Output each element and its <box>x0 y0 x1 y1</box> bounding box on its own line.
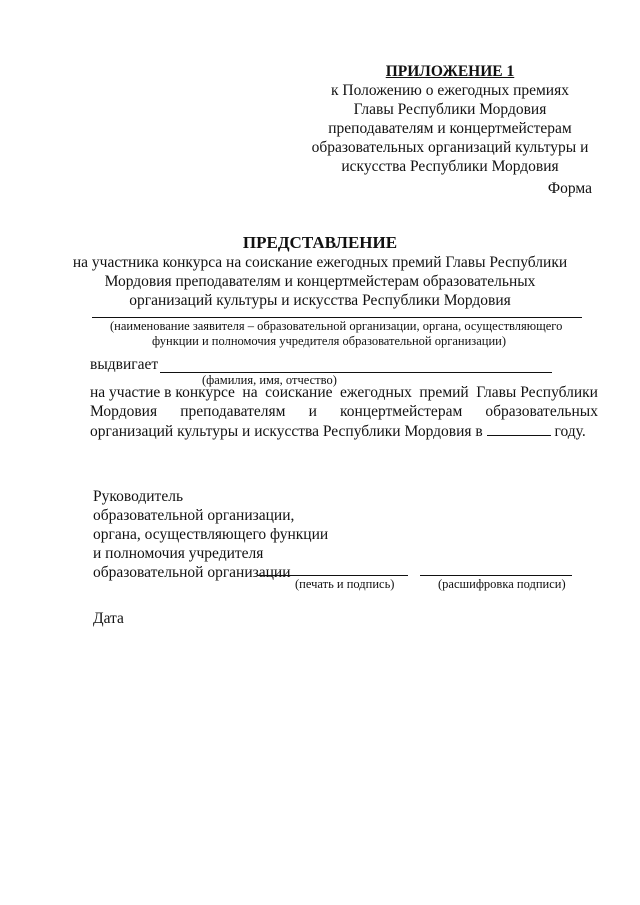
stamp-signature-field[interactable] <box>258 574 408 576</box>
appendix-line: искусства Республики Мордовия <box>341 158 559 175</box>
stamp-caption: (печать и подпись) <box>295 577 395 591</box>
signature-line: образовательной организации <box>93 564 291 581</box>
appendix-title: ПРИЛОЖЕНИЕ 1 <box>385 63 515 80</box>
participation-line: на участие в конкурсе на соискание ежегодных премий Главы Республики <box>90 384 598 401</box>
applicant-caption: функции и полномочия учредителя образовательной организации) <box>152 334 507 348</box>
year-field[interactable] <box>487 422 551 436</box>
decode-caption: (расшифровка подписи) <box>438 577 566 591</box>
signature-decode-field[interactable] <box>420 574 572 576</box>
appendix-line: к Положению о ежегодных премиях <box>331 82 569 99</box>
applicant-field[interactable] <box>92 316 582 318</box>
nominates-label: выдвигает <box>90 356 159 373</box>
signature-line: и полномочия учредителя <box>93 545 264 562</box>
subtitle-line: на участника конкурса на соискание ежегодных премий Главы Республики <box>72 254 568 271</box>
participation-line: организаций культуры и искусства Республики Мордовия в году. <box>90 423 586 440</box>
subtitle-line: Мордовия преподавателям и концертмейстерам образовательных <box>104 273 536 290</box>
form-label: Форма <box>547 180 592 197</box>
appendix-line: преподавателям и концертмейстерам <box>328 120 572 137</box>
subtitle-line: организаций культуры и искусства Республики Мордовия <box>129 292 511 309</box>
signature-line: Руководитель <box>93 488 184 505</box>
document-title: ПРЕДСТАВЛЕНИЕ <box>242 233 398 252</box>
appendix-line: Главы Республики Мордовия <box>353 101 547 118</box>
signature-block <box>93 487 328 582</box>
document-subtitle <box>60 253 580 310</box>
fio-caption: (фамилия, имя, отчество) <box>202 373 337 387</box>
signature-line: образовательной организации, <box>93 507 295 524</box>
participation-line: Мордовия преподавателям и концертмейстерам образовательных <box>90 403 598 420</box>
appendix-block <box>300 62 600 176</box>
appendix-line: образовательных организаций культуры и <box>311 139 589 156</box>
applicant-caption: (наименование заявителя – образовательной организации, органа, осуществляющего <box>110 319 563 333</box>
date-label: Дата <box>93 610 124 627</box>
signature-line: органа, осуществляющего функции <box>93 526 329 543</box>
